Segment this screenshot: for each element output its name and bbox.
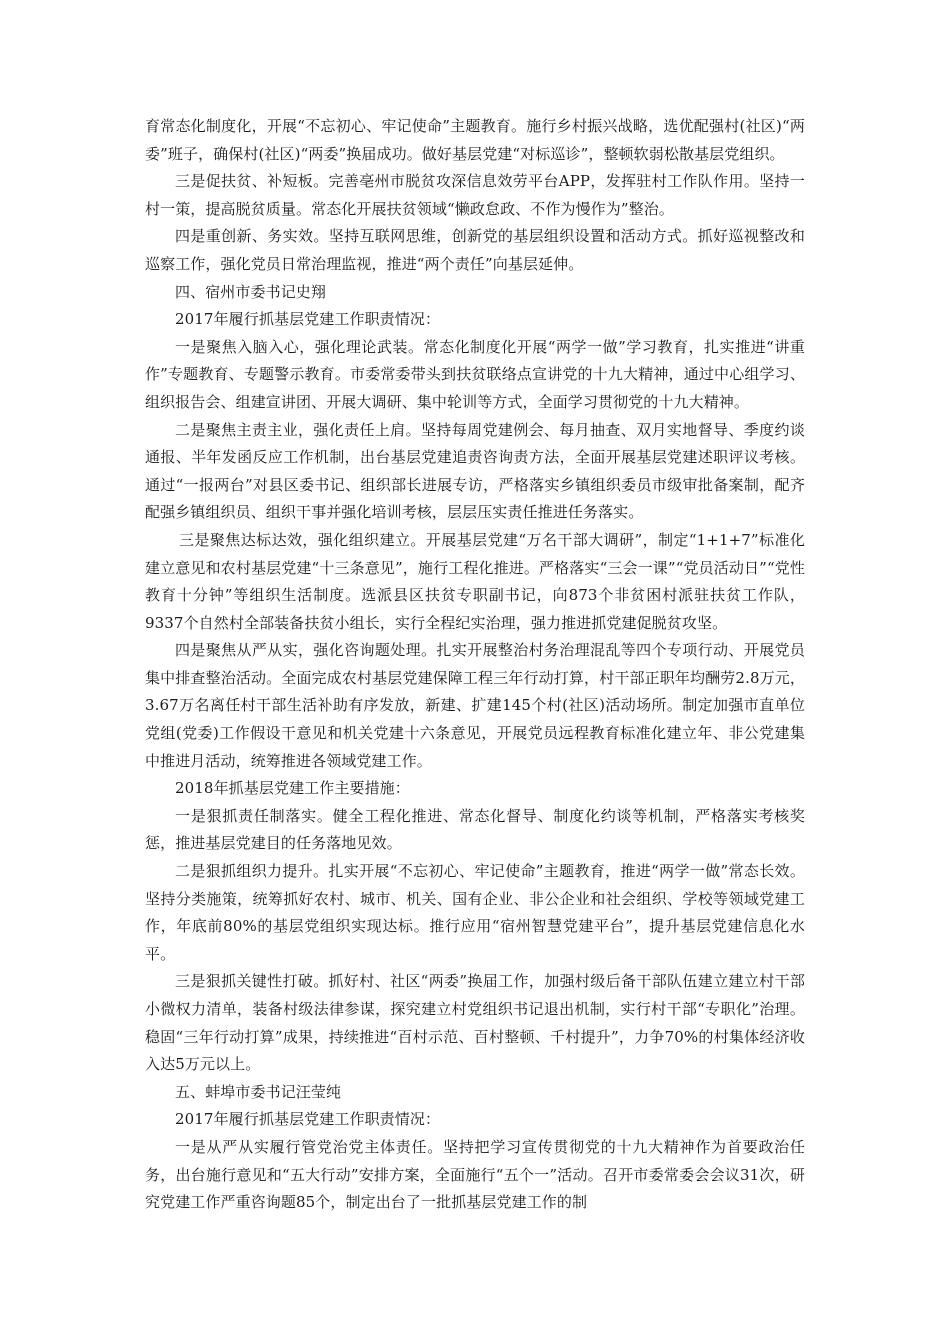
subheading-2017-duties: 2017年履行抓基层党建工作职责情况： — [175, 310, 441, 329]
subheading-2018-measures: 2018年抓基层党建工作主要措施： — [175, 779, 410, 798]
paragraph-breakthrough: 三是狠抓关键性打破。抓好村、社区“两委”换届工作，加强村级后备干部队伍建立建立村干部小微权力清单，装备村级法律参谋，探究建立村党组织书记退出机制，实行村干部“专职化”治理。稳固“三年行动打算”成果，持续推进“百村示范、百村整顿、千村提升”，力争70%的村集体经济收入达5万元以上。 — [145, 972, 805, 1074]
document-page — [145, 113, 805, 1217]
subheading-2017-duties-bengbu: 2017年履行抓基层党建工作职责情况： — [175, 1110, 441, 1129]
paragraph-strict-governance: 四是聚焦从严从实，强化咨询题处理。扎实开展整治村务治理混乱等四个专项行动、开展党员集中排查整治活动。全面完成农村基层党建保障工程三年行动打算，村干部正职年均酬劳2.8万元，3.67万名离任村干部生活补助有序发放，新建、扩建145个村(社区)活动场所。制定加强市直单位党组(党委)工作假设干意见和机关党建十六条意见，开展党员远程教育标准化建立年、非公党建集中推进月活动，统筹推进各领域党建工作。 — [145, 641, 805, 770]
section-heading-bengbu: 五、蚌埠市委书记汪莹纯 — [175, 1082, 342, 1101]
section-heading-suzhou: 四、宿州市委书记史翔 — [175, 282, 327, 301]
paragraph-organization: 三是聚焦达标达效，强化组织建立。开展基层党建“万名干部大调研”，制定“1+1+7”标准化建立意见和农村基层党建“十三条意见”，施行工程化推进。严格落实“三会一课”“党员活动日”“党性教育十分钟”等组织生活制度。选派县区扶贫专职副书记，向873个非贫困村派驻扶贫工作队，9337个自然村全部装备扶贫小组长，实行全程纪实治理，强力推进抓党建促脱贫攻坚。 — [145, 530, 805, 632]
paragraph-party-governance: 一是从严从实履行管党治党主体责任。坚持把学习宣传贯彻党的十九大精神作为首要政治任务，出台施行意见和“五大行动”安排方案，全面施行“五个一”活动。召开市委常委会会议31次，研究党建工作严重咨询题85个，制定出台了一批抓基层党建工作的制 — [145, 1137, 805, 1212]
paragraph-organizational-strength: 二是狠抓组织力提升。扎实开展“不忘初心、牢记使命”主题教育，推进“两学一做”常态长效。坚持分类施策，统筹抓好农村、城市、机关、国有企业、非公企业和社会组织、学校等领域党建工作，年底前80%的基层党组织实现达标。推行应用“宿州智慧党建平台”，提升基层党建信息化水平。 — [145, 862, 805, 963]
paragraph-poverty-alleviation: 三是促扶贫、补短板。完善亳州市脱贫攻深信息效劳平台APP，发挥驻村工作队作用。坚持一村一策，提高脱贫质量。常态化开展扶贫领域“懒政怠政、不作为慢作为”整治。 — [145, 172, 805, 218]
paragraph-continuation: 育常态化制度化，开展“不忘初心、牢记使命”主题教育。施行乡村振兴战略，选优配强村(社区)“两委”班子，确保村(社区)“两委”换届成功。做好基层党建“对标巡诊”，整顿软弱松散基层党组织。 — [145, 117, 805, 163]
paragraph-accountability: 一是狠抓责任制落实。健全工程化推进、常态化督导、制度化约谈等机制，严格落实考核奖惩，推进基层党建目的任务落地见效。 — [145, 806, 805, 853]
paragraph-responsibility: 二是聚焦主责主业，强化责任上肩。坚持每周党建例会、每月抽查、双月实地督导、季度约谈通报、半年发函反应工作机制，出台基层党建追责咨询责方法，全面开展基层党建述职评议考核。通过“一报两台”对县区委书记、组织部长进展专访，严格落实乡镇组织委员市级审批备案制，配齐配强乡镇组织员、组织干事并强化培训考核，层层压实责任推进任务落实。 — [145, 420, 805, 522]
paragraph-innovation: 四是重创新、务实效。坚持互联网思维，创新党的基层组织设置和活动方式。抓好巡视整改和巡察工作，强化党员日常治理监视，推进“两个责任”向基层延伸。 — [145, 227, 805, 273]
paragraph-theory: 一是聚焦入脑入心，强化理论武装。常态化制度化开展“两学一做”学习教育，扎实推进“讲重作”专题教育、专题警示教育。市委常委带头到扶贫联络点宣讲党的十九大精神，通过中心组学习、组织报告会、组建宣讲团、开展大调研、集中轮训等方式，全面学习贯彻党的十九大精神。 — [145, 337, 805, 411]
